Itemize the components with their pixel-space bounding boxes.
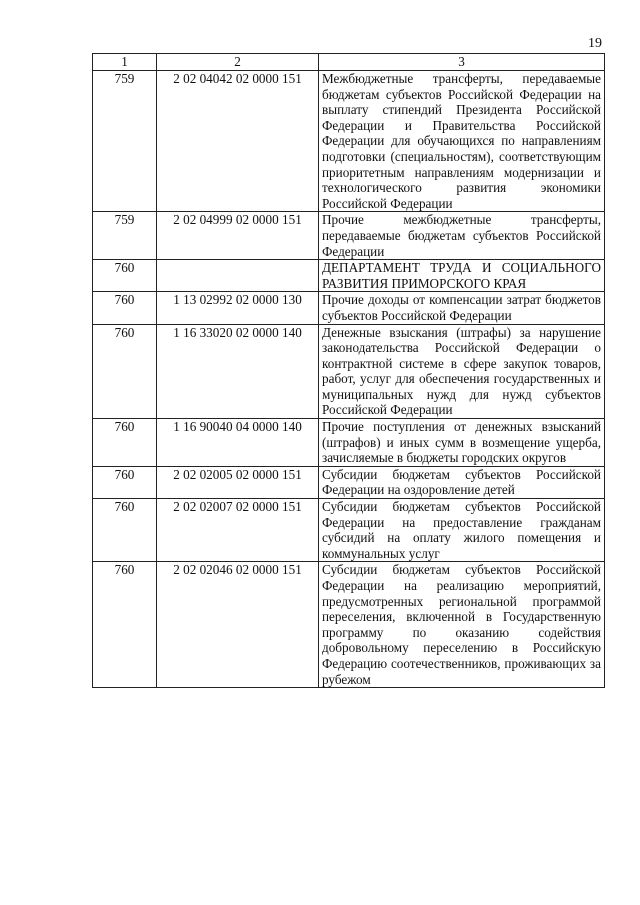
table-row [93,562,605,688]
department-name-cell: ДЕПАРТАМЕНТ ТРУДА И СОЦИАЛЬНОГО РАЗВИТИЯ ПРИМОРСКОГО КРАЯ [319,260,605,292]
revenue-name-cell: Межбюджетные трансферты, передаваемые бюджетам субъектов Российской Федерации на выплату стипендий Президента Российской Федерации и Правительства Российской Федерации для обучающихся по направлениям подготовки (специальностям), соответствующим приоритетным направлениям модернизации и технологического развития экономики Российской Федерации [319,71,605,212]
admin-code-cell: 760 [93,419,157,467]
revenue-name-cell: Субсидии бюджетам субъектов Российской Федерации на реализацию мероприятий, предусмотренных региональной программой переселения, включенной в Государственную программу по оказанию содействия добровольному переселению в Российскую Федерацию соотечественников, проживающих за рубежом [319,562,605,688]
admin-code-cell: 759 [93,212,157,260]
revenue-code-cell: 1 13 02992 02 0000 130 [157,292,319,324]
admin-code-cell: 760 [93,260,157,292]
revenue-code-cell: 2 02 02046 02 0000 151 [157,562,319,688]
column-header-1: 1 [93,54,157,71]
table-row [93,71,605,212]
revenue-code-cell: 1 16 33020 02 0000 140 [157,324,319,419]
revenue-code-cell: 2 02 02007 02 0000 151 [157,499,319,562]
revenue-code-cell: 2 02 02005 02 0000 151 [157,466,319,498]
table-row [93,499,605,562]
table-row-department [93,260,605,292]
admin-code-cell: 760 [93,562,157,688]
admin-code-cell: 760 [93,466,157,498]
revenue-code-cell: 1 16 90040 04 0000 140 [157,419,319,467]
revenue-code-cell [157,260,319,292]
revenue-name-cell: Прочие доходы от компенсации затрат бюджетов субъектов Российской Федерации [319,292,605,324]
table-header-row [93,54,605,71]
admin-code-cell: 760 [93,499,157,562]
table-row [93,292,605,324]
budget-revenue-table [92,53,605,688]
column-header-3: 3 [319,54,605,71]
admin-code-cell: 760 [93,292,157,324]
revenue-code-cell: 2 02 04042 02 0000 151 [157,71,319,212]
table-row [93,419,605,467]
revenue-name-cell: Прочие поступления от денежных взысканий (штрафов) и иных сумм в возмещение ущерба, зачисляемые в бюджеты городских округов [319,419,605,467]
admin-code-cell: 760 [93,324,157,419]
admin-code-cell: 759 [93,71,157,212]
revenue-name-cell: Субсидии бюджетам субъектов Российской Федерации на предоставление гражданам субсидий на оплату жилого помещения и коммунальных услуг [319,499,605,562]
revenue-name-cell: Субсидии бюджетам субъектов Российской Федерации на оздоровление детей [319,466,605,498]
revenue-name-cell: Денежные взыскания (штрафы) за нарушение законодательства Российской Федерации о контрактной системе в сфере закупок товаров, работ, услуг для обеспечения государственных и муниципальных нужд для нужд субъектов Российской Федерации [319,324,605,419]
page-number: 19 [588,36,602,51]
revenue-code-cell: 2 02 04999 02 0000 151 [157,212,319,260]
revenue-name-cell: Прочие межбюджетные трансферты, передаваемые бюджетам субъектов Российской Федерации [319,212,605,260]
table-row [93,324,605,419]
column-header-2: 2 [157,54,319,71]
table-row [93,212,605,260]
table-row [93,466,605,498]
